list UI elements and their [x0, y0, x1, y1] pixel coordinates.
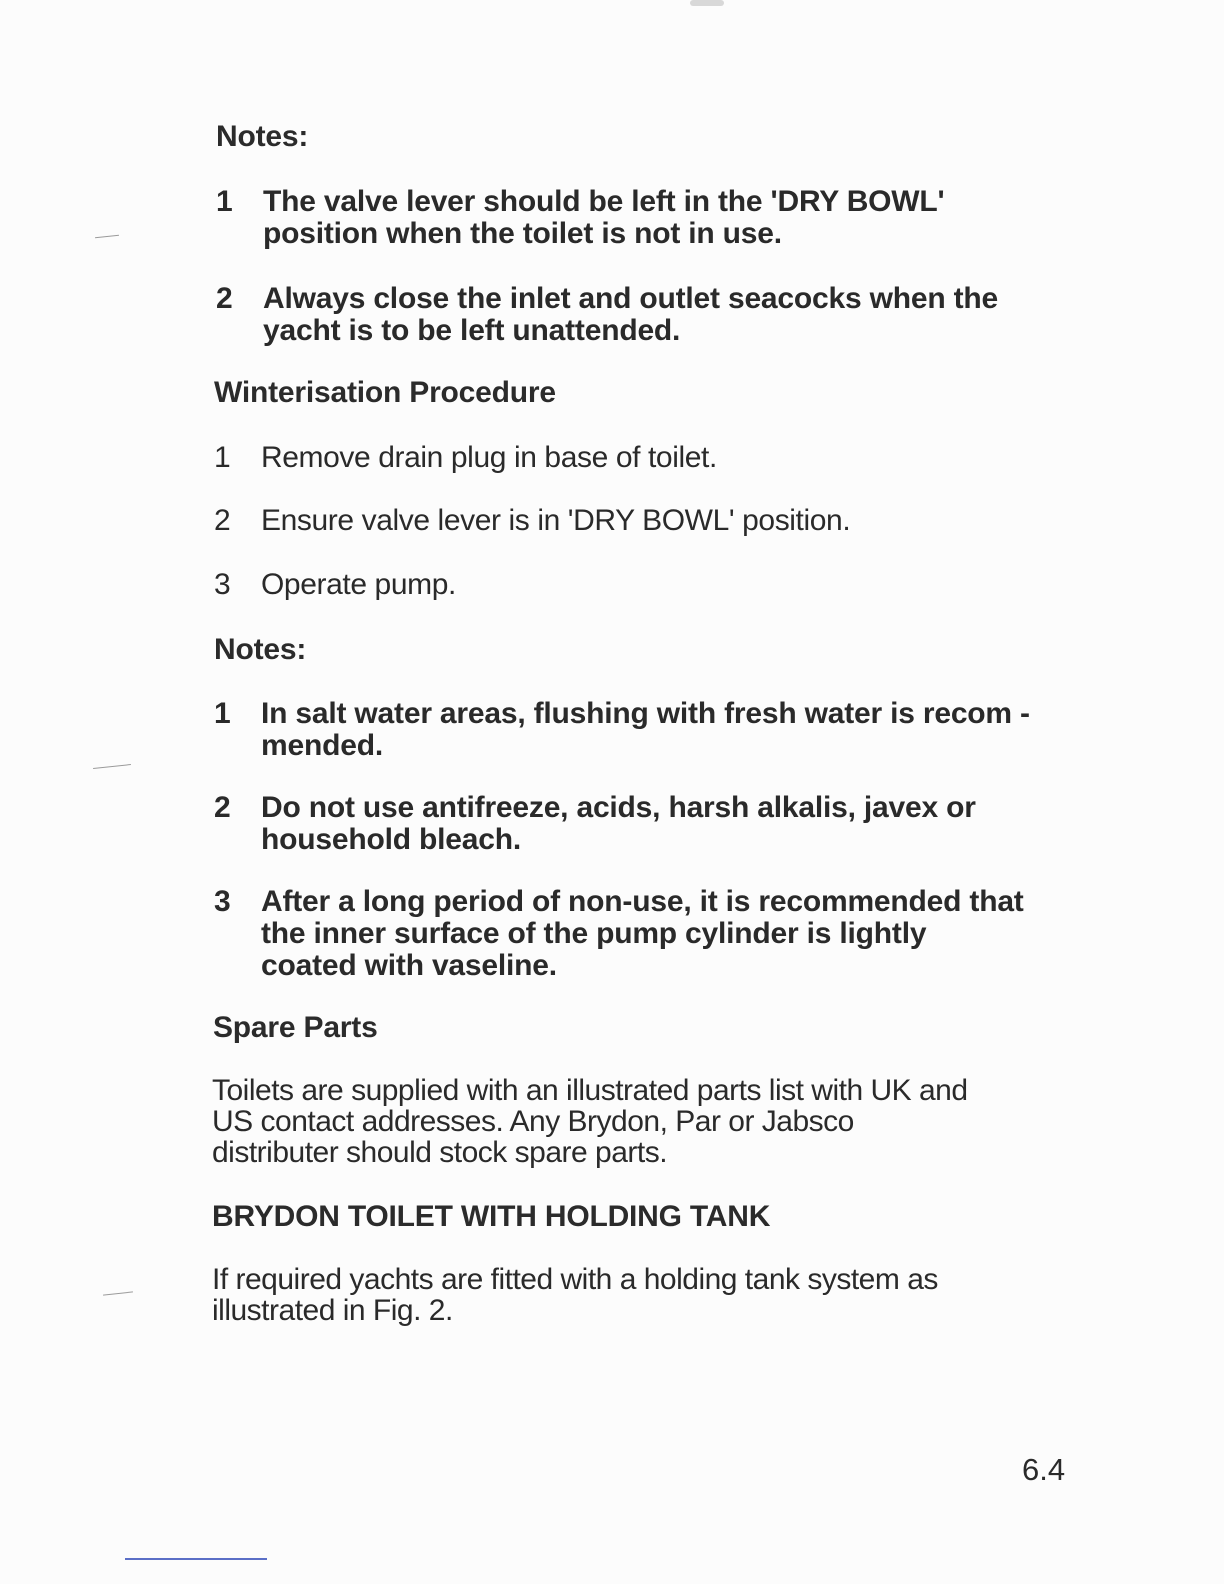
notes-heading-1: Notes:: [216, 120, 309, 153]
note-2-item-3: [214, 886, 1114, 986]
item-text: After a long period of non-use, it is recommended that the inner surface of the pump cylinder is lightly coated with vaseline.: [261, 885, 1024, 982]
item-number: 3: [214, 885, 231, 918]
item-text: Always close the inlet and outlet seacocks when the yacht is to be left unattended.: [263, 282, 999, 347]
margin-mark: [103, 1291, 133, 1295]
note-1-item-1: [216, 186, 1116, 256]
step-number: 3: [214, 568, 231, 601]
winterisation-step-2: [214, 505, 1114, 541]
scan-smudge: [690, 0, 724, 6]
item-text: In salt water areas, flushing with fresh water is recom - mended.: [261, 697, 1030, 762]
step-number: 2: [214, 504, 231, 537]
winterisation-step-1: [214, 442, 1114, 478]
margin-mark: [93, 764, 131, 769]
footer-rule: [125, 1558, 267, 1560]
note-2-item-2: [214, 792, 1114, 862]
holding-tank-heading: BRYDON TOILET WITH HOLDING TANK: [212, 1200, 771, 1233]
item-text: Do not use antifreeze, acids, harsh alkalis, javex or household bleach.: [261, 791, 976, 856]
item-number: 1: [216, 185, 233, 218]
note-2-item-1: [214, 698, 1114, 768]
step-text: Ensure valve lever is in 'DRY BOWL' position.: [261, 504, 851, 537]
item-number: 2: [216, 282, 233, 315]
holding-tank-text: If required yachts are fitted with a holding tank system as illustrated in Fig. 2.: [212, 1263, 938, 1327]
item-number: 2: [214, 791, 231, 824]
winterisation-heading: Winterisation Procedure: [214, 376, 556, 409]
step-number: 1: [214, 441, 231, 474]
page-number: 6.4: [1022, 1452, 1066, 1487]
item-text: The valve lever should be left in the 'DRY BOWL' position when the toilet is not in use.: [263, 185, 945, 250]
spare-parts-heading: Spare Parts: [213, 1011, 378, 1044]
winterisation-step-3: [214, 569, 1114, 605]
item-number: 1: [214, 697, 231, 730]
notes-heading-2: Notes:: [214, 633, 307, 666]
step-text: Operate pump.: [261, 568, 456, 601]
note-1-item-2: [216, 283, 1116, 353]
step-text: Remove drain plug in base of toilet.: [261, 441, 717, 474]
margin-mark: [95, 235, 119, 239]
spare-parts-text: Toilets are supplied with an illustrated parts list with UK and US contact addresses. Any Brydon, Par or Jabsco distributer should stock spare parts.: [212, 1074, 968, 1169]
